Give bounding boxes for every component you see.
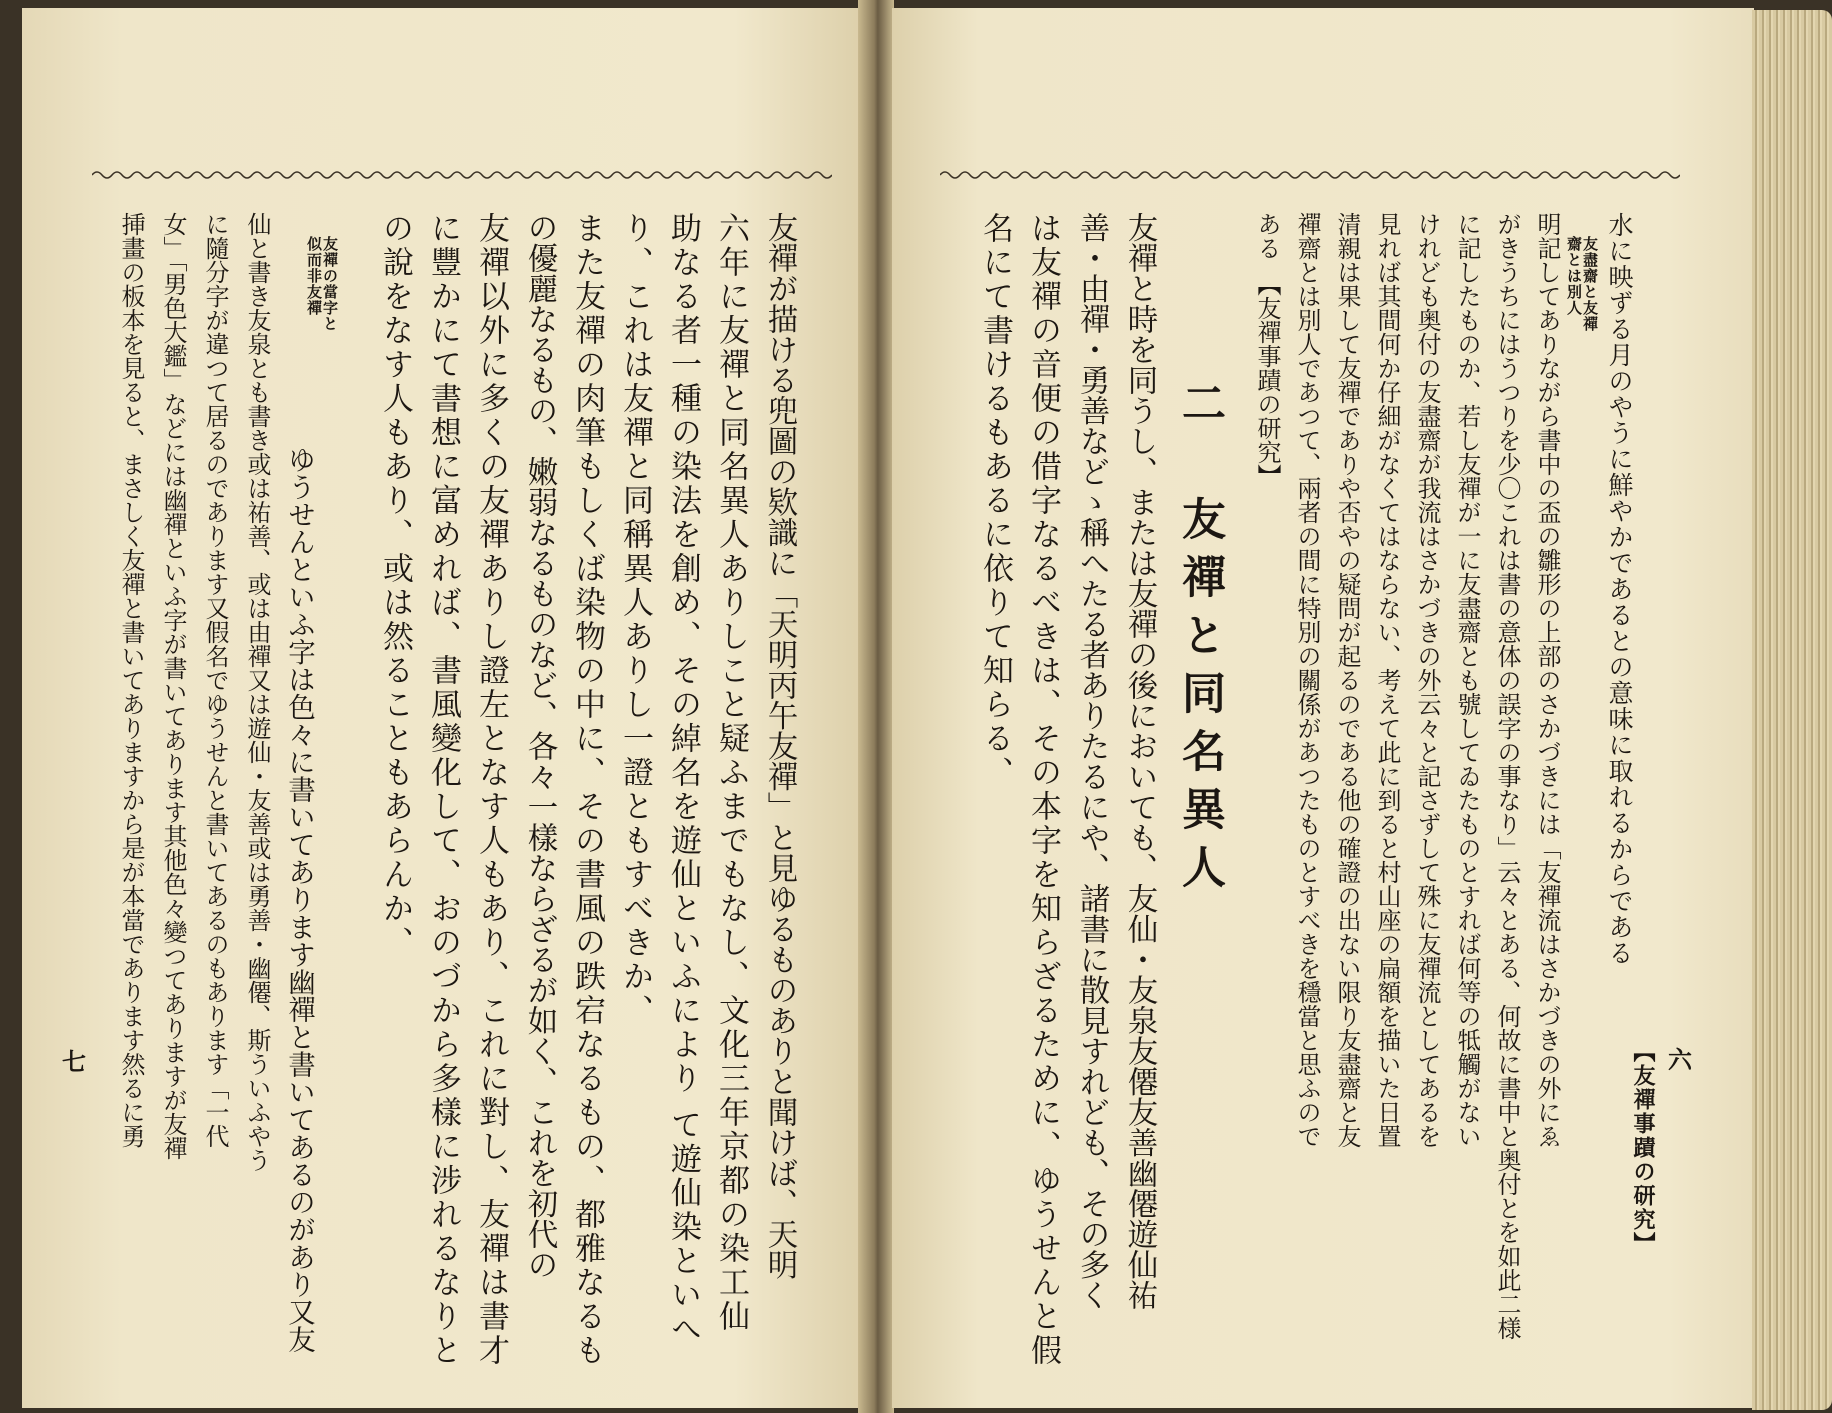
page-edges <box>1752 10 1832 1410</box>
left-line-14: 挿畫の板本を見ると、まさしく友禪と書いてありますから是が本當であります然るに勇 <box>117 212 145 1148</box>
left-line-7: 友禪以外に多くの友禪ありし證左となす人もあり、これに對し、友禪は書才 <box>473 212 509 1368</box>
right-line-2: 明記してありながら書中の盃の雛形の上部のさかづきには「友禪流はさかづきの外にゑ <box>1533 212 1561 1148</box>
section-heading: 二 友禪と同名異人 <box>1174 380 1225 902</box>
left-line-2: 六年に友禪と同名異人ありしこと疑ふまでもなし、文化三年京都の染工仙 <box>713 212 749 1334</box>
right-line-7: 清親は果して友禪でありや否やの疑問が起るのである他の確證の出ない限り友盡齋と友 <box>1333 212 1361 1148</box>
running-header: 【友禪事蹟の研究】 <box>1630 1040 1656 1256</box>
right-line-9: ある 【友禪事蹟の研究】 <box>1253 212 1281 488</box>
right-folio: 六 <box>1668 1045 1692 1074</box>
left-line-10: ゆうせんといふ字は色々に書いてあります幽禪と書いてあるのがあり又友 <box>283 418 315 1353</box>
right-body-line-1: 友禪と時を同うし、または友禪の後においても、友仙・友泉友僊友善幽僊遊仙祐 <box>1122 212 1157 1310</box>
left-line-1: 友禪が描ける兜圖の欵識に「天明丙午友禪」と見ゆるものありと聞けば、天明 <box>762 212 797 1280</box>
left-wavy-rule <box>92 168 832 182</box>
left-folio: 七 <box>62 1047 86 1076</box>
right-wavy-rule <box>940 168 1680 182</box>
left-line-11: 仙と書き友泉とも書き或は祐善、或は由禪又は遊仙・友善或は勇善・幽僊、斯ういふやう <box>243 212 271 1172</box>
left-line-12: に隨分字が違つて居るのであります又假名でゆうせんと書いてあるのもあります「一代 <box>201 212 229 1148</box>
right-body-line-2: 善・由禪・勇善などゝ稱へたる者ありたるにや、諸書に散見すれども、その多く <box>1074 212 1109 1310</box>
left-line-3: 助なる者一種の染法を創め、その綽名を遊仙といふにより て遊仙染といへ <box>665 212 701 1347</box>
right-line-6: 見れば其間何か仔細がなくてはならない、考えて此に到ると村山座の扁額を描いた日置 <box>1373 212 1401 1148</box>
left-line-5: また友禪の肉筆もしくば染物の中に、その書風の跌宕なるもの、都雅なるも <box>569 212 605 1368</box>
left-line-6: の優麗なるもの、嫩弱なるものなど、各々一樣ならざるが如く、これを初代の <box>522 212 557 1280</box>
left-line-9: の說をなす人もあり、或は然ることもあらんか、 <box>377 212 413 960</box>
left-line-8: に豐かにて書想に富めれば、書風變化して、おのづから多樣に涉れるなりと <box>425 212 461 1368</box>
right-line-5: けれども奥付の友盡齋が我流はさかづきの外云々と記さずして殊に友禪流としてあるを <box>1413 212 1441 1148</box>
right-line-3: がきうちにはうつりを少〇これは書の意体の誤字の事なり」云々とある、何故に書中と奥付とを如此二様 <box>1493 212 1521 1340</box>
right-line-8: 禪齋とは別人であつて、兩者の間に特別の關係があつたものとすべきを穩當と思ふので <box>1293 212 1321 1148</box>
right-line-4: に記したものか、若し友禪が一に友盡齋とも號してゐたものとすれば何等の牴觸がない <box>1453 212 1481 1148</box>
left-line-13: 女」「男色大鑑」などには幽禪といふ字が書いてあります其他色々變つてありますが友禪 <box>159 212 187 1160</box>
left-margin-note: 友禪の當字と似而非友禪 <box>305 236 339 332</box>
right-body-line-3: は友禪の音便の借字なるべきは、その本字を知らざるために、ゆうせんと假 <box>1025 212 1061 1368</box>
right-body-line-4: 名にて書けるもあるに依りて知らる、 <box>977 212 1013 790</box>
book-gutter <box>858 0 894 1413</box>
left-line-4: り、これは友禪と同稱異人ありし一證ともすべきか、 <box>617 212 653 1028</box>
right-line-1: 水に映ずる月のやうに鮮やかであるとの意味に取れるからである <box>1605 212 1634 966</box>
right-margin-note: 友盡齋と友禪齋とは別人 <box>1565 236 1599 332</box>
